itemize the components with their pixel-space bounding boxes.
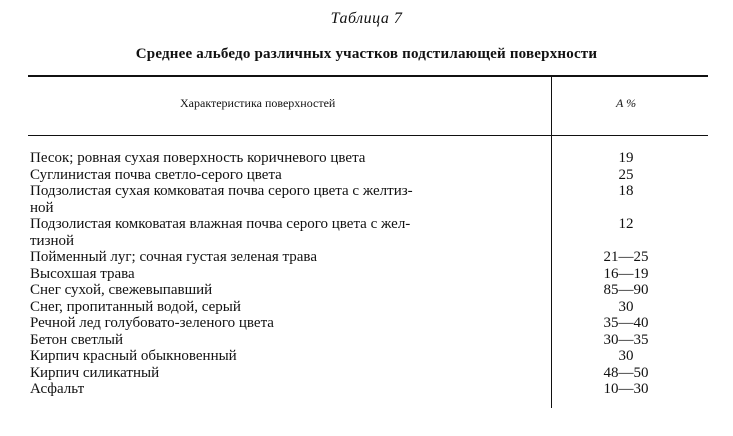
row-description: Кирпич силикатный xyxy=(30,364,160,381)
table-row xyxy=(30,183,708,216)
row-description: Песок; ровная сухая поверхность коричневого цвета xyxy=(30,150,366,166)
header-rule xyxy=(28,135,708,136)
top-rule xyxy=(28,75,708,77)
row-description: Речной лед голубовато-зеленого цвета xyxy=(30,315,274,331)
table-row xyxy=(30,299,708,316)
table-row xyxy=(30,315,708,332)
row-albedo-value: 30—35 xyxy=(603,331,649,348)
row-albedo-value: 18 xyxy=(618,183,634,199)
table-caption: Таблица 7 xyxy=(330,10,403,27)
row-albedo-value: 48—50 xyxy=(603,364,649,381)
header-albedo: A % xyxy=(616,96,637,110)
table-row xyxy=(30,150,708,167)
row-albedo-value: 16—19 xyxy=(603,265,649,282)
row-description: Высохшая трава xyxy=(30,265,135,282)
row-albedo-value: 25 xyxy=(618,166,634,183)
row-description: Асфальт xyxy=(30,381,85,397)
header-characteristic: Характеристика поверхностей xyxy=(180,96,336,110)
table-body xyxy=(30,150,708,398)
row-description: Снег сухой, свежевыпавший xyxy=(30,282,213,298)
table-row xyxy=(30,266,708,283)
row-albedo-value: 19 xyxy=(618,150,634,166)
row-description: Бетон светлый xyxy=(30,331,123,348)
table-row xyxy=(30,249,708,266)
row-albedo-value: 30 xyxy=(618,298,634,315)
table-row xyxy=(30,348,708,365)
row-albedo-value: 21—25 xyxy=(603,249,649,265)
row-description: Пойменный луг; сочная густая зеленая трава xyxy=(30,249,317,265)
table-row xyxy=(30,365,708,382)
row-description: Подзолистая сухая комковатая почва серого цвета с желтиз- ной xyxy=(30,183,413,216)
table-row xyxy=(30,381,708,398)
row-albedo-value: 35—40 xyxy=(603,315,649,331)
row-albedo-value: 10—30 xyxy=(603,381,649,397)
row-description: Кирпич красный обыкновенный xyxy=(30,348,237,364)
row-description: Подзолистая комковатая влажная почва серого цвета с жел- тизной xyxy=(30,216,411,249)
row-albedo-value: 85—90 xyxy=(603,282,649,298)
row-description: Суглинистая почва светло-серого цвета xyxy=(30,166,282,183)
table-title: Среднее альбедо различных участков подстилающей поверхности xyxy=(135,46,598,62)
row-albedo-value: 30 xyxy=(618,348,634,364)
table-row xyxy=(30,216,708,249)
row-description: Снег, пропитанный водой, серый xyxy=(30,298,241,315)
table-row xyxy=(30,332,708,349)
table-row xyxy=(30,282,708,299)
row-albedo-value: 12 xyxy=(618,216,634,232)
table-row xyxy=(30,167,708,184)
